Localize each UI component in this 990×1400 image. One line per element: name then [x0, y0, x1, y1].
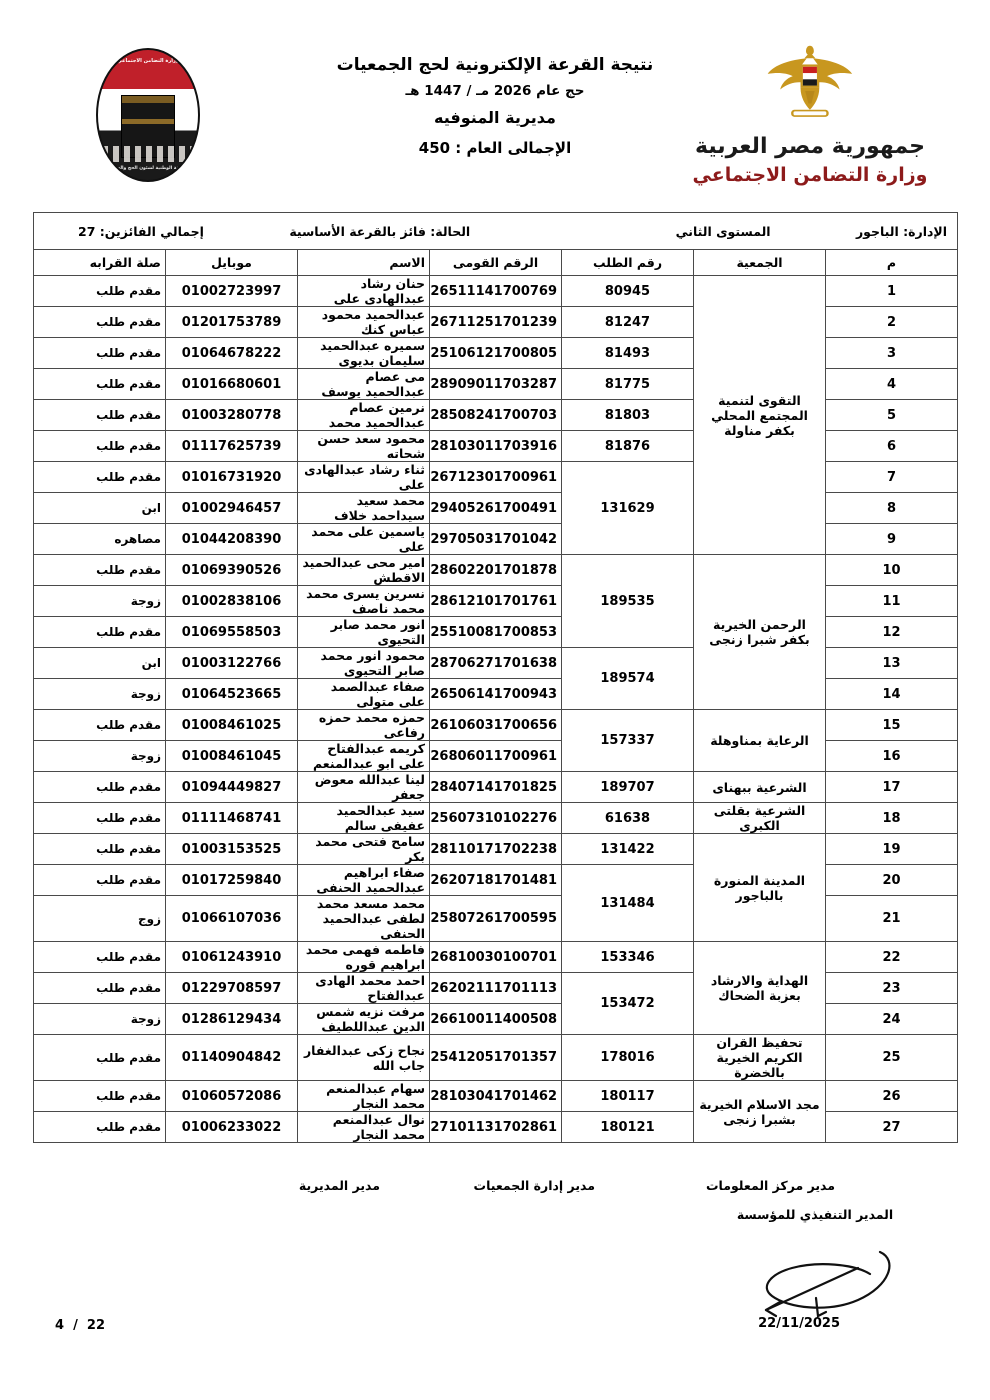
level-meta: المستوى الثاني [675, 223, 771, 239]
cell-association: الشرعية ببهناى [694, 772, 826, 803]
cell-national-id: 29705031701042 [430, 524, 562, 555]
cell-name: كريمه عبدالفتاح على ابو عبدالمنعم [298, 741, 430, 772]
cell-mobile: 01094449827 [166, 772, 298, 803]
cell-index: 24 [826, 1004, 958, 1035]
cell-index: 27 [826, 1112, 958, 1143]
table-row [34, 1035, 958, 1081]
results-table [33, 212, 958, 1143]
cell-relation: مقدم طلب [34, 710, 166, 741]
table-row [34, 834, 958, 865]
table-row [34, 1081, 958, 1112]
cell-mobile: 01140904842 [166, 1035, 298, 1081]
logo-top-text: وزارة التضامن الاجتماعي [117, 58, 179, 64]
cell-national-id: 25510081700853 [430, 617, 562, 648]
cell-name: ياسمين على محمد على [298, 524, 430, 555]
cell-national-id: 28103041701462 [430, 1081, 562, 1112]
cell-index: 15 [826, 710, 958, 741]
cell-index: 2 [826, 307, 958, 338]
document-date: 22/11/2025 [758, 1316, 840, 1331]
cell-name: محمود سعد حسن شحاته [298, 431, 430, 462]
table-row [34, 803, 958, 834]
cell-index: 9 [826, 524, 958, 555]
page-number [55, 1318, 105, 1333]
cell-mobile: 01060572086 [166, 1081, 298, 1112]
results-table-body [34, 276, 958, 1143]
cell-request-no: 153472 [562, 973, 694, 1035]
ministry-name: وزارة التضامن الاجتماعي [692, 164, 928, 187]
cell-relation: مقدم طلب [34, 369, 166, 400]
cell-relation: زوجة [34, 586, 166, 617]
page-separator: / [73, 1318, 78, 1333]
cell-mobile: 01069558503 [166, 617, 298, 648]
cell-mobile: 01064678222 [166, 338, 298, 369]
cell-relation: زوجة [34, 1004, 166, 1035]
cell-national-id: 26506141700943 [430, 679, 562, 710]
cell-name: صفاء ابراهيم عبدالحميد الحنفى [298, 865, 430, 896]
cell-mobile: 01002946457 [166, 493, 298, 524]
cell-national-id: 26106031700656 [430, 710, 562, 741]
cell-association: تحفيظ القران الكريم الخيرية بالخضرة [694, 1035, 826, 1081]
page-title: نتيجة القرعة الإلكترونية لحج الجمعيات [336, 55, 654, 75]
cell-mobile: 01069390526 [166, 555, 298, 586]
cell-name: نوال عبدالمنعم محمد النجار [298, 1112, 430, 1143]
cell-name: محمد مسعد محمد لطفى عبدالحميد الحنفى [298, 896, 430, 942]
cell-relation: مقدم طلب [34, 555, 166, 586]
cell-name: فاطمه فهمى محمد ابراهيم قوره [298, 942, 430, 973]
ministry-logo [685, 40, 935, 205]
cell-association: الهداية والارشاد بعزبة الضحاك [694, 942, 826, 1035]
results-table-container [33, 212, 958, 1143]
cell-national-id: 26806011700961 [430, 741, 562, 772]
cell-mobile: 01002838106 [166, 586, 298, 617]
cell-mobile: 01061243910 [166, 942, 298, 973]
cell-mobile: 01229708597 [166, 973, 298, 1004]
cell-request-no: 189535 [562, 555, 694, 648]
document-header [0, 20, 990, 200]
status-value: فائز بالقرعة الأساسية [289, 223, 426, 239]
cell-index: 26 [826, 1081, 958, 1112]
cell-national-id: 29405261700491 [430, 493, 562, 524]
admin-label: الإدارة: [903, 223, 947, 239]
cell-mobile: 01066107036 [166, 896, 298, 942]
table-row [34, 942, 958, 973]
cell-relation: مقدم طلب [34, 865, 166, 896]
cell-relation: مقدم طلب [34, 1081, 166, 1112]
cell-request-no: 81247 [562, 307, 694, 338]
cell-request-no: 131422 [562, 834, 694, 865]
cell-relation: مقدم طلب [34, 276, 166, 307]
cell-national-id: 28110171702238 [430, 834, 562, 865]
column-header-national-id: الرقم القومى [430, 250, 562, 276]
cell-request-no: 131629 [562, 462, 694, 555]
cell-national-id: 25106121700805 [430, 338, 562, 369]
status-label: الحالة: [430, 223, 471, 239]
cell-name: سيد عبدالحميد عفيفى سالم [298, 803, 430, 834]
cell-relation: مصاهره [34, 524, 166, 555]
cell-national-id: 28612101701761 [430, 586, 562, 617]
cell-mobile: 01201753789 [166, 307, 298, 338]
cell-national-id: 26202111701113 [430, 973, 562, 1004]
admin-value: الباجور [855, 223, 899, 239]
cell-name: مرفت نزيه شمس الدين عبداللطيف [298, 1004, 430, 1035]
cell-mobile: 01286129434 [166, 1004, 298, 1035]
cell-index: 25 [826, 1035, 958, 1081]
cell-name: سميره عبدالحميد سليمان بديوى [298, 338, 430, 369]
page-total: 22 [86, 1318, 106, 1333]
cell-relation: مقدم طلب [34, 338, 166, 369]
cell-national-id: 28909011703287 [430, 369, 562, 400]
cell-national-id: 28706271701638 [430, 648, 562, 679]
cell-national-id: 25807261700595 [430, 896, 562, 942]
cell-index: 12 [826, 617, 958, 648]
cell-index: 6 [826, 431, 958, 462]
cell-association: التقوى لتنمية المجتمع المحلي بكفر مناولة [694, 276, 826, 555]
cell-relation: مقدم طلب [34, 1112, 166, 1143]
cell-name: امير محى عبدالحميد الاقطش [298, 555, 430, 586]
cell-relation: مقدم طلب [34, 617, 166, 648]
cell-relation: مقدم طلب [34, 462, 166, 493]
cell-association: الرعاية بمناوهلة [694, 710, 826, 772]
cell-request-no: 157337 [562, 710, 694, 772]
cell-national-id: 25607310102276 [430, 803, 562, 834]
signature-directorate-manager: مدير المديرية [298, 1178, 380, 1193]
directorate-name: مديرية المنوفيه [434, 108, 556, 128]
table-meta-row [34, 213, 958, 250]
cell-name: مى عصام عبدالحميد يوسف [298, 369, 430, 400]
status-meta [289, 224, 470, 239]
column-header-association: الجمعية [694, 250, 826, 276]
cell-name: محمود انور محمد صابر التحيوى [298, 648, 430, 679]
cell-index: 4 [826, 369, 958, 400]
executive-manager-label: المدير التنفيذي للمؤسسة [736, 1207, 894, 1222]
cell-relation: مقدم طلب [34, 942, 166, 973]
cell-mobile: 01006233022 [166, 1112, 298, 1143]
cell-national-id: 28602201701878 [430, 555, 562, 586]
cell-index: 13 [826, 648, 958, 679]
cell-index: 10 [826, 555, 958, 586]
cell-mobile: 01008461045 [166, 741, 298, 772]
table-meta-cell [34, 213, 958, 250]
cell-mobile: 01003280778 [166, 400, 298, 431]
cell-mobile: 01117625739 [166, 431, 298, 462]
cell-national-id: 26207181701481 [430, 865, 562, 896]
cell-mobile: 01111468741 [166, 803, 298, 834]
cell-relation: زوجة [34, 679, 166, 710]
cell-index: 19 [826, 834, 958, 865]
cell-name: حمزه محمد حمزه رفاعى [298, 710, 430, 741]
column-header-index: م [826, 250, 958, 276]
cell-national-id: 26610011400508 [430, 1004, 562, 1035]
grand-total-line: الإجمالى العام : 450 [418, 138, 572, 157]
cell-name: محمد سعيد سيداحمد خلاف [298, 493, 430, 524]
cell-index: 18 [826, 803, 958, 834]
cell-relation: ابن [34, 493, 166, 524]
cell-mobile: 01017259840 [166, 865, 298, 896]
table-row [34, 276, 958, 307]
cell-request-no: 81775 [562, 369, 694, 400]
cell-index: 22 [826, 942, 958, 973]
cell-relation: زوج [34, 896, 166, 942]
cell-name: حنان رشاد عبدالهادى على [298, 276, 430, 307]
cell-association: مجد الاسلام الخيرية بشبرا زنجى [694, 1081, 826, 1143]
cell-national-id: 27101131702861 [430, 1112, 562, 1143]
cell-index: 21 [826, 896, 958, 942]
cell-association: المدينة المنورة بالباجور [694, 834, 826, 942]
cell-request-no: 81876 [562, 431, 694, 462]
cell-name: نسرين يسرى محمد محمد ناصف [298, 586, 430, 617]
cell-request-no: 81803 [562, 400, 694, 431]
admin-meta [856, 224, 953, 239]
cell-mobile: 01064523665 [166, 679, 298, 710]
winners-label: إجمالي الفائزين: [99, 223, 204, 239]
cell-request-no: 180117 [562, 1081, 694, 1112]
cell-mobile: 01016731920 [166, 462, 298, 493]
cell-index: 5 [826, 400, 958, 431]
cell-mobile: 01008461025 [166, 710, 298, 741]
cell-relation: ابن [34, 648, 166, 679]
cell-name: نرمين عصام عبدالحميد محمد [298, 400, 430, 431]
cell-name: سهام عبدالمنعم محمد النجار [298, 1081, 430, 1112]
cell-relation: مقدم طلب [34, 772, 166, 803]
cell-index: 11 [826, 586, 958, 617]
cell-relation: مقدم طلب [34, 973, 166, 1004]
cell-association: الرحمن الخيرية بكفر شبرا زنجى [694, 555, 826, 710]
cell-index: 8 [826, 493, 958, 524]
cell-name: سامح فتحى محمد بكر [298, 834, 430, 865]
eagle-icon [685, 40, 935, 128]
cell-relation: مقدم طلب [34, 307, 166, 338]
cell-request-no: 178016 [562, 1035, 694, 1081]
cell-request-no: 61638 [562, 803, 694, 834]
cell-relation: مقدم طلب [34, 431, 166, 462]
column-header-request-no: رقم الطلب [562, 250, 694, 276]
cell-request-no: 189574 [562, 648, 694, 710]
signature-associations-manager: مدير إدارة الجمعيات [473, 1178, 595, 1193]
country-name: جمهورية مصر العربية [695, 134, 925, 159]
cell-request-no: 180121 [562, 1112, 694, 1143]
cell-request-no: 153346 [562, 942, 694, 973]
cell-name: عبدالحميد محمود عباس كنك [298, 307, 430, 338]
winners-meta [38, 224, 204, 239]
cell-name: صفاء عبدالصمد على متولى [298, 679, 430, 710]
cell-mobile: 01016680601 [166, 369, 298, 400]
cell-national-id: 25412051701357 [430, 1035, 562, 1081]
cell-relation: مقدم طلب [34, 1035, 166, 1081]
table-row [34, 772, 958, 803]
table-row [34, 710, 958, 741]
signature-info-center-manager: مدير مركز المعلومات [705, 1178, 835, 1193]
logo-bottom-text: اللجنة الوطنية لشئون الحج والعمرة [109, 166, 187, 171]
handwritten-signature-icon [730, 1234, 900, 1324]
cell-mobile: 01003153525 [166, 834, 298, 865]
cell-name: انور محمد صابر التحيوى [298, 617, 430, 648]
cell-national-id: 28103011703916 [430, 431, 562, 462]
hajj-year-line: حج عام 2026 مـ / 1447 هـ [405, 82, 585, 99]
cell-name: ثناء رشاد عبدالهادى على [298, 462, 430, 493]
cell-index: 7 [826, 462, 958, 493]
executive-manager-block [700, 1207, 930, 1324]
cell-mobile: 01044208390 [166, 524, 298, 555]
cell-index: 16 [826, 741, 958, 772]
cell-request-no: 80945 [562, 276, 694, 307]
cell-index: 17 [826, 772, 958, 803]
signatures-row [0, 1178, 990, 1208]
cell-request-no: 81493 [562, 338, 694, 369]
cell-relation: زوجة [34, 741, 166, 772]
cell-national-id: 26511141700769 [430, 276, 562, 307]
cell-national-id: 28407141701825 [430, 772, 562, 803]
cell-index: 3 [826, 338, 958, 369]
cell-name: نجاح زكى عبدالغفار جاب الله [298, 1035, 430, 1081]
cell-name: احمد محمد الهادى عبدالفتاح [298, 973, 430, 1004]
cell-national-id: 26711251701239 [430, 307, 562, 338]
cell-national-id: 26810030100701 [430, 942, 562, 973]
cell-index: 1 [826, 276, 958, 307]
cell-relation: مقدم طلب [34, 803, 166, 834]
winners-value: 27 [78, 223, 96, 239]
cell-national-id: 26712301700961 [430, 462, 562, 493]
cell-name: لينا عبدالله معوض جعفر [298, 772, 430, 803]
cell-index: 23 [826, 973, 958, 1004]
column-header-relation: صلة القرابه [34, 250, 166, 276]
table-header-row [34, 250, 958, 276]
column-header-mobile: موبايل [166, 250, 298, 276]
cell-request-no: 189707 [562, 772, 694, 803]
cell-association: الشرعية بقلتى الكبرى [694, 803, 826, 834]
cell-index: 20 [826, 865, 958, 896]
cell-mobile: 01003122766 [166, 648, 298, 679]
cell-national-id: 28508241700703 [430, 400, 562, 431]
page-current: 4 [55, 1318, 65, 1333]
cell-request-no: 131484 [562, 865, 694, 942]
cell-relation: مقدم طلب [34, 834, 166, 865]
table-row [34, 555, 958, 586]
cell-index: 14 [826, 679, 958, 710]
cell-relation: مقدم طلب [34, 400, 166, 431]
cell-mobile: 01002723997 [166, 276, 298, 307]
column-header-name: الاسم [298, 250, 430, 276]
